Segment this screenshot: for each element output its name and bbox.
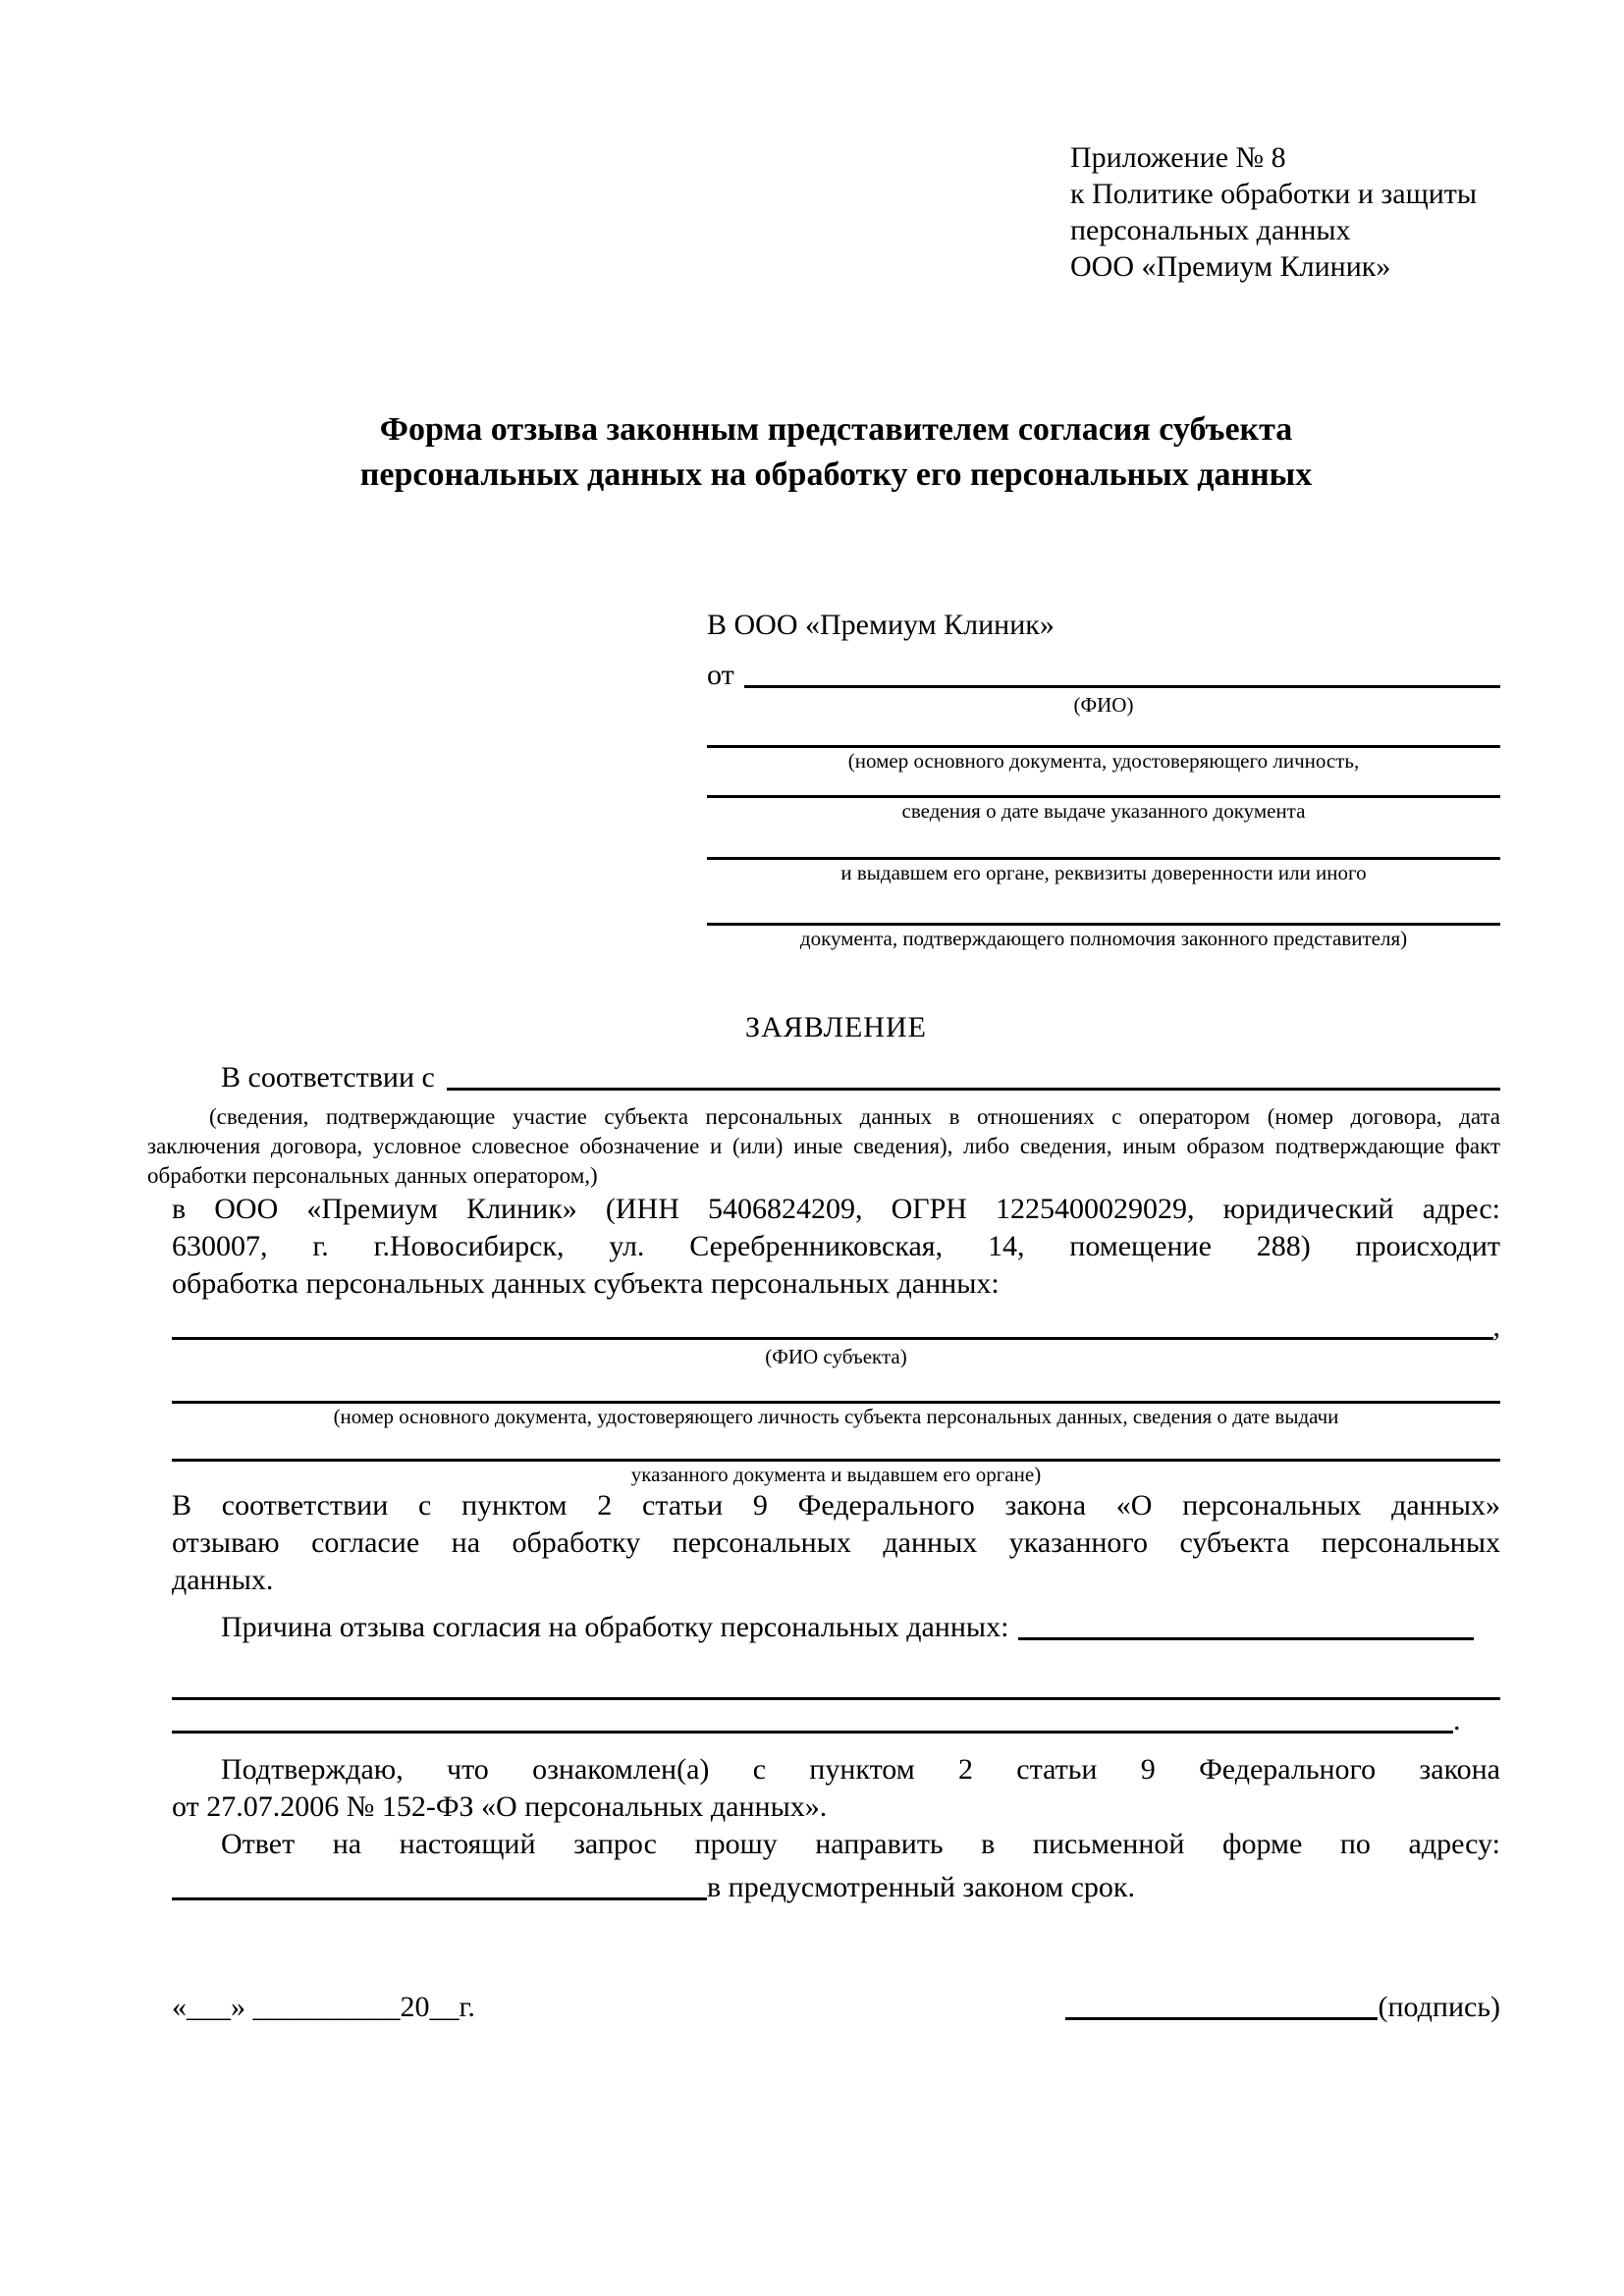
reason-trailing-period: .: [1453, 1704, 1461, 1736]
field-caption-1: (номер основного документа, удостоверяющего личность,: [847, 749, 1360, 773]
from-label: от: [707, 659, 734, 691]
confirm-paragraph-line-1: Подтверждаю, что ознакомлен(а) с пунктом 2 статьи 9 Федерального закона: [221, 1753, 1500, 1786]
blank-field-line-3: [707, 824, 1500, 860]
signature-blank-line: [1065, 2017, 1378, 2020]
signature-caption: (подпись): [1378, 1991, 1500, 2023]
statement-heading: ЗАЯВЛЕНИЕ: [745, 1011, 927, 1043]
subject-doc-caption-1: (номер основного документа, удостоверяющего личность субъекта персональных данных, сведения о дате выдачи: [333, 1405, 1339, 1428]
confirm-paragraph: [172, 1751, 1500, 1826]
reply-line-2: [172, 1863, 1500, 1904]
operator-paragraph-line-2: 630007, г. г.Новосибирск, ул. Серебренниковская, 14, помещение 288) происходит: [172, 1230, 1500, 1262]
field-caption-2: сведения о дате выдаче указанного документа: [901, 799, 1306, 823]
reason-row: [172, 1599, 1500, 1644]
blank-field-line-2: [707, 774, 1500, 798]
fio-caption: (ФИО): [1073, 693, 1134, 717]
subject-doc-blank-line-2: [172, 1429, 1500, 1462]
document-title-line-2: персональных данных на обработку его персональных данных: [359, 456, 1313, 493]
accordance-row: [172, 1051, 1500, 1095]
withdraw-paragraph-line-3: данных.: [172, 1564, 274, 1596]
blank-field-line-1: [707, 718, 1500, 748]
subject-fio-trailing-comma: ,: [1492, 1310, 1500, 1343]
reply-line-2-text: в предусмотренный законом срок.: [707, 1871, 1135, 1903]
subject-fio-blank-line: [172, 1337, 1493, 1340]
subject-fio-row: [172, 1305, 1500, 1344]
withdraw-paragraph-line-2: отзываю согласие на обработку персональных данных указанного субъекта персональных: [172, 1526, 1500, 1559]
reason-blank-line-3-row: [172, 1700, 1500, 1737]
appendix-block: [1070, 139, 1500, 285]
subject-doc-blank-line-1: [172, 1369, 1500, 1404]
operator-paragraph-line-1: в ООО «Премиум Клиник» (ИНН 5406824209, ОГРН 1225400029029, юридический адрес:: [172, 1193, 1500, 1225]
date-line: «___» __________20__г.: [172, 1991, 475, 2023]
smallprint-line-2: заключения договора, условное словесное обозначение и (или) иные сведения), либо сведения, иным образом подтверждающие факт: [147, 1134, 1500, 1158]
confirm-paragraph-line-2: от 27.07.2006 № 152-ФЗ «О персональных данных».: [172, 1790, 828, 1823]
document-content: [0, 139, 1624, 2024]
smallprint-block: [147, 1102, 1500, 1191]
document-title: [172, 407, 1500, 498]
from-blank-line: [744, 685, 1500, 688]
reason-blank-line-3: [172, 1731, 1453, 1734]
field-caption-3: и выдавшем его органе, реквизиты доверенности или иного: [840, 861, 1367, 884]
operator-paragraph: [172, 1191, 1500, 1303]
addressee-block: [707, 606, 1500, 951]
field-caption-4: документа, подтверждающего полномочия законного представителя): [799, 927, 1408, 950]
accordance-blank-line: [447, 1088, 1500, 1091]
operator-paragraph-line-3: обработка персональных данных субъекта персональных данных:: [172, 1267, 1000, 1300]
reason-blank-line: [1018, 1637, 1474, 1640]
subject-fio-caption: (ФИО субъекта): [765, 1345, 907, 1368]
accordance-label: В соответствии с: [221, 1061, 435, 1094]
appendix-line-1: Приложение № 8: [1070, 141, 1286, 174]
reply-line-1: Ответ на настоящий запрос прошу направить в письменной форме по адресу:: [221, 1828, 1500, 1860]
addressee-to: В ООО «Премиум Клиник»: [707, 609, 1055, 641]
footer-row: [172, 1991, 1500, 2024]
reason-blank-line-2: [172, 1644, 1500, 1700]
withdraw-paragraph-line-1: В соответствии с пунктом 2 статьи 9 Федерального закона «О персональных данных»: [172, 1489, 1500, 1522]
appendix-line-3: персональных данных: [1070, 214, 1351, 246]
reason-label: Причина отзыва согласия на обработку персональных данных:: [221, 1611, 1009, 1643]
withdraw-paragraph: [172, 1487, 1500, 1599]
from-field-row: [707, 645, 1500, 692]
appendix-line-4: ООО «Премиум Клиник»: [1070, 250, 1391, 283]
appendix-line-2: к Политике обработки и защиты: [1070, 178, 1478, 210]
subject-doc-caption-2: указанного документа и выдавшем его органе): [630, 1463, 1042, 1486]
smallprint-line-3: обработки персональных данных оператором,): [147, 1163, 598, 1188]
document-title-line-1: Форма отзыва законным представителем согласия субъекта: [379, 411, 1293, 448]
smallprint-line-1: (сведения, подтверждающие участие субъекта персональных данных в отношениях с оператором (номер договора, дата: [209, 1104, 1500, 1129]
reply-address-blank-line: [172, 1897, 707, 1900]
blank-field-line-4: [707, 885, 1500, 926]
